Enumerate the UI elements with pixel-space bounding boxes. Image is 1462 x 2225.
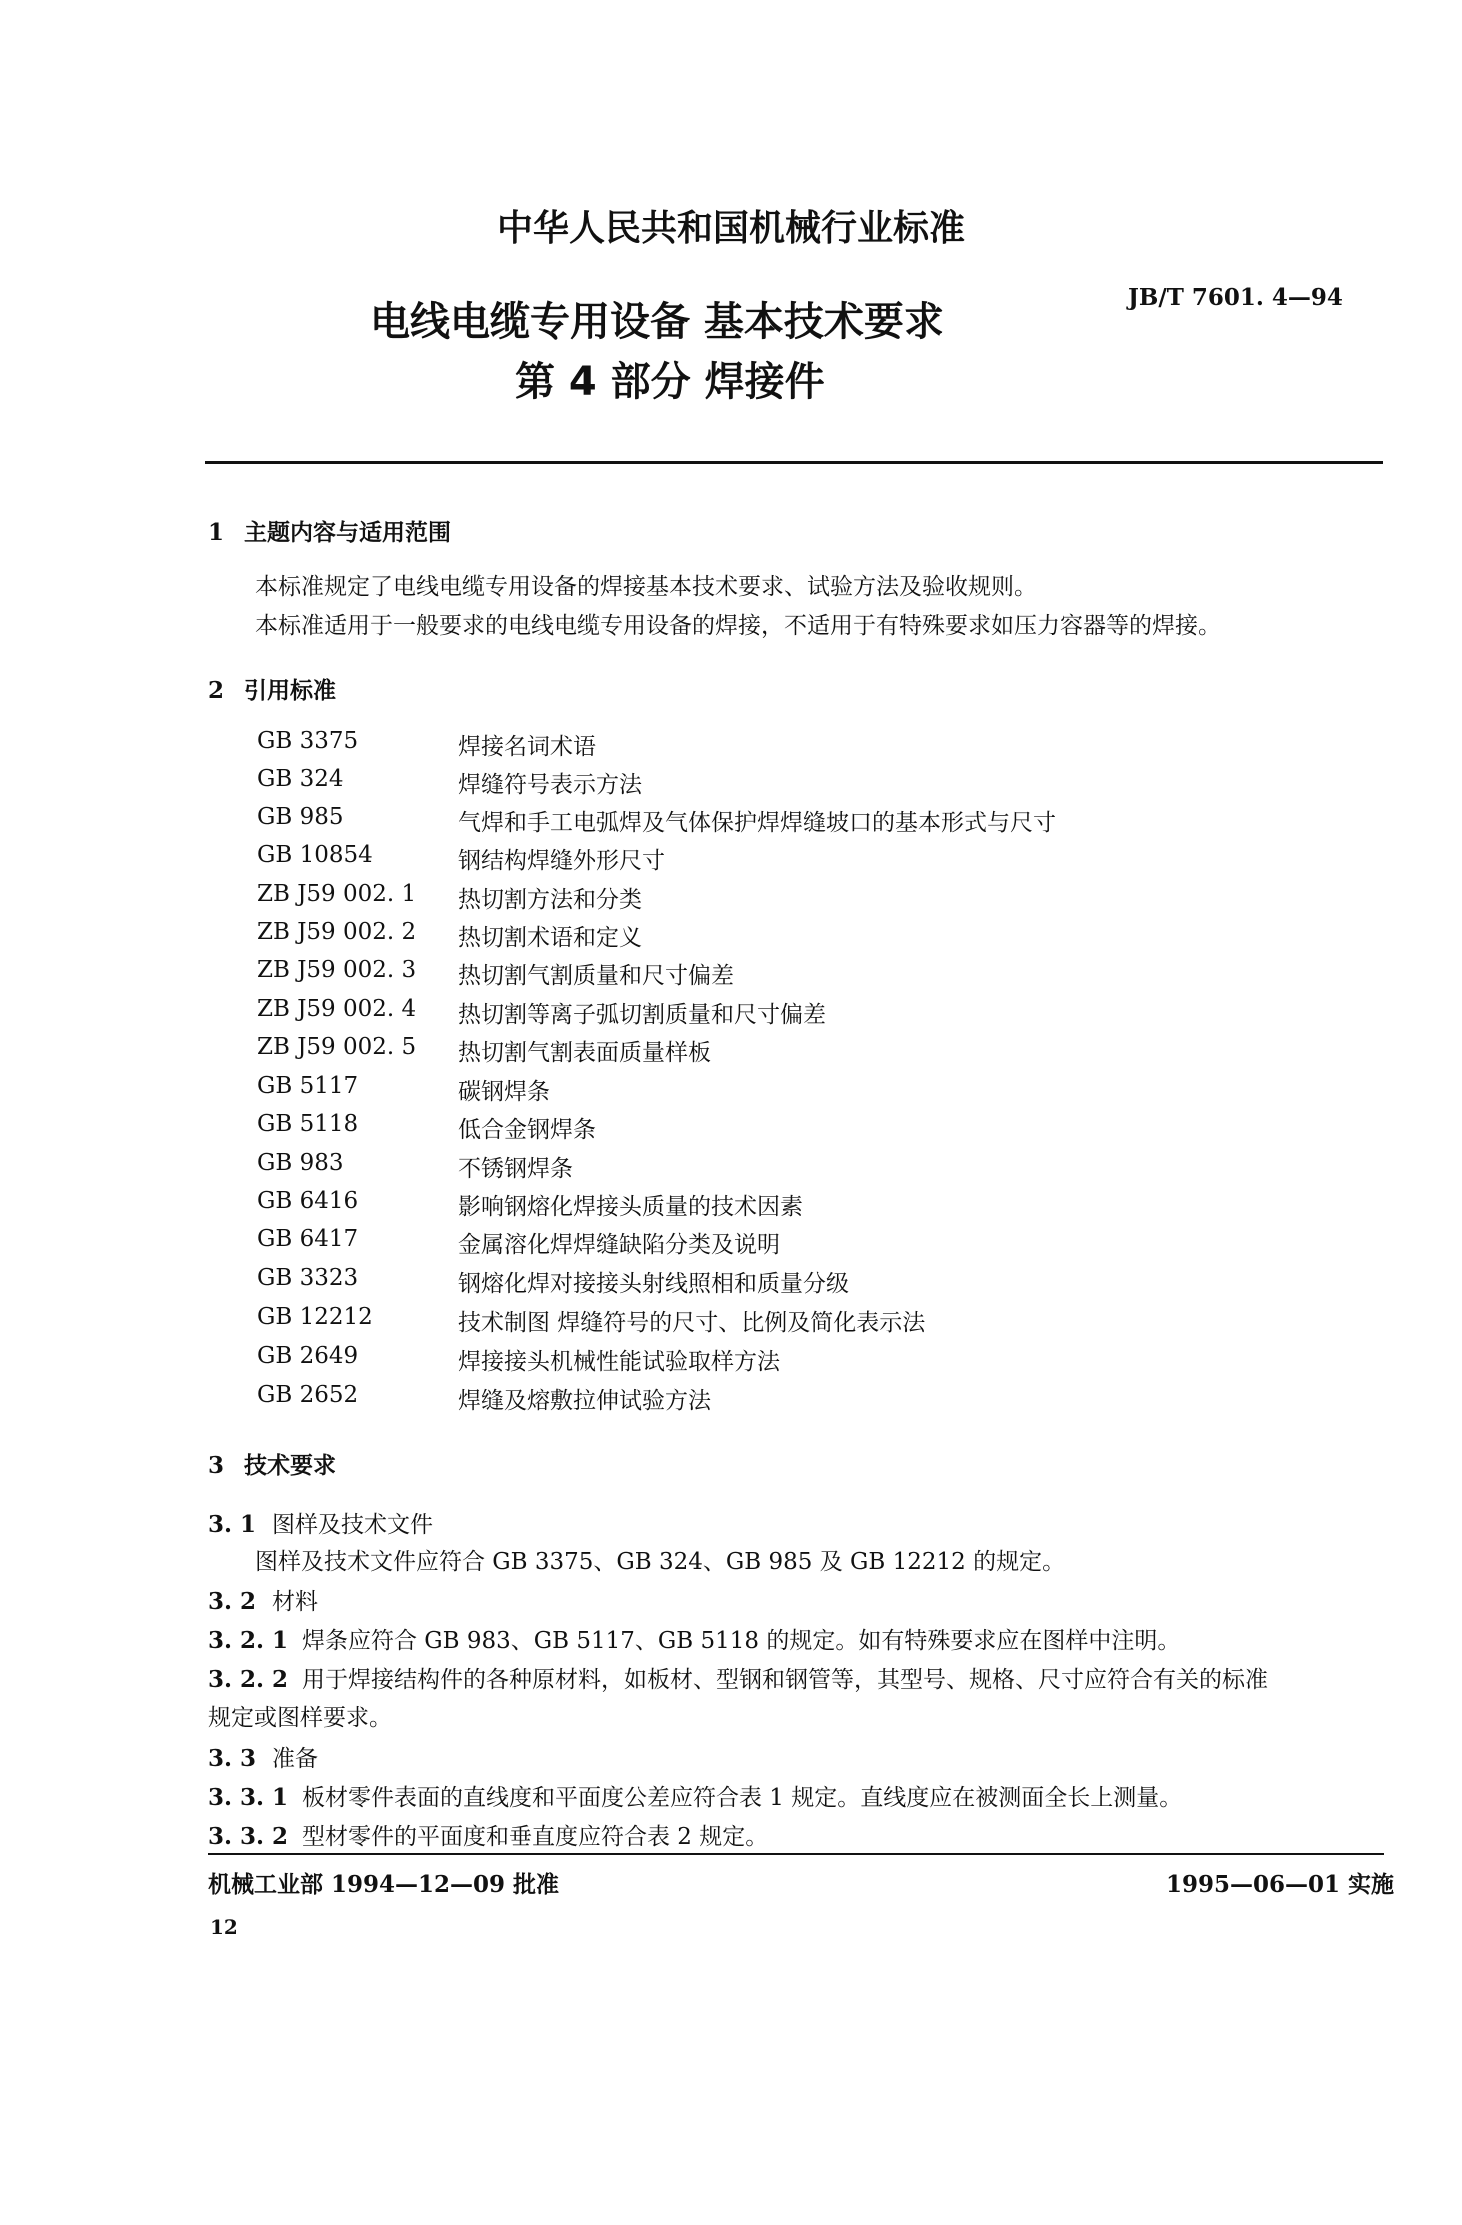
section-title: 技术要求 — [244, 1452, 336, 1479]
reference-title: 金属溶化焊焊缝缺陷分类及说明 — [458, 1232, 780, 1258]
document-title: 电线电缆专用设备 基本技术要求 — [370, 299, 944, 345]
section-number: 2 — [208, 677, 225, 704]
reference-title: 焊缝及熔敷拉伸试验方法 — [458, 1388, 711, 1414]
subsection-3-1 — [208, 1506, 433, 1539]
reference-title: 不锈钢焊条 — [458, 1156, 573, 1182]
clause-number: 3. 3 — [208, 1745, 257, 1772]
reference-title: 焊接接头机械性能试验取样方法 — [458, 1349, 780, 1375]
reference-title: 技术制图 焊缝符号的尺寸、比例及简化表示法 — [458, 1310, 926, 1336]
clause-number: 3. 3. 2 — [208, 1823, 289, 1850]
reference-code: GB 324 — [257, 766, 344, 792]
reference-code: ZB J59 002. 1 — [257, 881, 417, 907]
reference-title: 焊缝符号表示方法 — [458, 772, 642, 798]
clause-number: 3. 2 — [208, 1588, 257, 1615]
header-divider — [205, 461, 1383, 464]
reference-code: GB 5118 — [257, 1111, 359, 1137]
reference-code: GB 985 — [257, 804, 344, 830]
reference-title: 钢结构焊缝外形尺寸 — [458, 848, 665, 874]
reference-title: 热切割等离子弧切割质量和尺寸偏差 — [458, 1002, 826, 1028]
reference-title: 热切割术语和定义 — [458, 925, 642, 951]
subsection-3-2 — [208, 1583, 318, 1616]
section-2-heading — [208, 672, 336, 705]
document-subtitle: 第 4 部分 焊接件 — [515, 359, 825, 405]
reference-title: 影响钢熔化焊接头质量的技术因素 — [458, 1194, 803, 1220]
section-1-heading — [208, 514, 451, 547]
clause-text: 用于焊接结构件的各种原材料，如板材、型钢和钢管等，其型号、规格、尺寸应符合有关的标准 — [302, 1667, 1268, 1693]
clause-title: 材料 — [272, 1589, 318, 1615]
section-title: 主题内容与适用范围 — [244, 519, 451, 546]
reference-code: GB 2649 — [257, 1343, 359, 1369]
clause-number: 3. 3. 1 — [208, 1784, 289, 1811]
clause-title: 图样及技术文件 — [272, 1512, 433, 1538]
footer-divider — [208, 1853, 1384, 1855]
clause-text: 板材零件表面的直线度和平面度公差应符合表 1 规定。直线度应在被测面全长上测量。 — [302, 1785, 1183, 1811]
clause-number: 3. 2. 2 — [208, 1666, 289, 1693]
reference-code: GB 3375 — [257, 728, 359, 754]
section-1-paragraph: 本标准适用于一般要求的电线电缆专用设备的焊接，不适用于有特殊要求如压力容器等的焊接。 — [255, 613, 1221, 639]
clause-number: 3. 2. 1 — [208, 1627, 289, 1654]
clause-title: 准备 — [272, 1746, 318, 1772]
reference-code: GB 3323 — [257, 1265, 359, 1291]
section-3-heading — [208, 1447, 336, 1480]
reference-code: ZB J59 002. 5 — [257, 1034, 417, 1060]
approval-date: 机械工业部 1994—12—09 批准 — [208, 1871, 560, 1898]
clause-number: 3. 1 — [208, 1511, 257, 1538]
reference-code: ZB J59 002. 4 — [257, 996, 417, 1022]
reference-code: ZB J59 002. 3 — [257, 957, 417, 983]
reference-title: 低合金钢焊条 — [458, 1117, 596, 1143]
clause-text: 焊条应符合 GB 983、GB 5117、GB 5118 的规定。如有特殊要求应在图样中注明。 — [302, 1628, 1181, 1654]
section-title: 引用标准 — [244, 677, 336, 704]
clause-3-3-1 — [208, 1779, 1182, 1812]
clause-3-3-2 — [208, 1818, 768, 1851]
reference-code: GB 6417 — [257, 1226, 359, 1252]
reference-code: GB 5117 — [257, 1073, 359, 1099]
reference-code: GB 6416 — [257, 1188, 359, 1214]
issuing-organization: 中华人民共和国机械行业标准 — [496, 208, 965, 249]
clause-text-continued: 规定或图样要求。 — [208, 1705, 392, 1731]
clause-text: 图样及技术文件应符合 GB 3375、GB 324、GB 985 及 GB 12212 的规定。 — [255, 1549, 1066, 1575]
reference-code: GB 10854 — [257, 842, 373, 868]
reference-code: GB 983 — [257, 1150, 344, 1176]
reference-code: GB 2652 — [257, 1382, 359, 1408]
implementation-date: 1995—06—01 实施 — [1166, 1871, 1395, 1898]
section-number: 1 — [208, 519, 225, 546]
reference-code: GB 12212 — [257, 1304, 373, 1330]
standard-code: JB/T 7601. 4—94 — [1128, 284, 1343, 311]
clause-3-2-1 — [208, 1622, 1180, 1655]
section-1-paragraph: 本标准规定了电线电缆专用设备的焊接基本技术要求、试验方法及验收规则。 — [255, 574, 1037, 600]
reference-title: 气焊和手工电弧焊及气体保护焊焊缝坡口的基本形式与尺寸 — [458, 810, 1056, 836]
subsection-3-3 — [208, 1740, 318, 1773]
reference-title: 钢熔化焊对接接头射线照相和质量分级 — [458, 1271, 849, 1297]
page-number: 12 — [210, 1915, 238, 1939]
reference-title: 碳钢焊条 — [458, 1079, 550, 1105]
reference-code: ZB J59 002. 2 — [257, 919, 417, 945]
reference-title: 热切割气割质量和尺寸偏差 — [458, 963, 734, 989]
section-number: 3 — [208, 1452, 225, 1479]
clause-3-2-2 — [208, 1661, 1268, 1694]
reference-title: 焊接名词术语 — [458, 734, 596, 760]
reference-title: 热切割方法和分类 — [458, 887, 642, 913]
reference-title: 热切割气割表面质量样板 — [458, 1040, 711, 1066]
clause-text: 型材零件的平面度和垂直度应符合表 2 规定。 — [302, 1824, 769, 1850]
